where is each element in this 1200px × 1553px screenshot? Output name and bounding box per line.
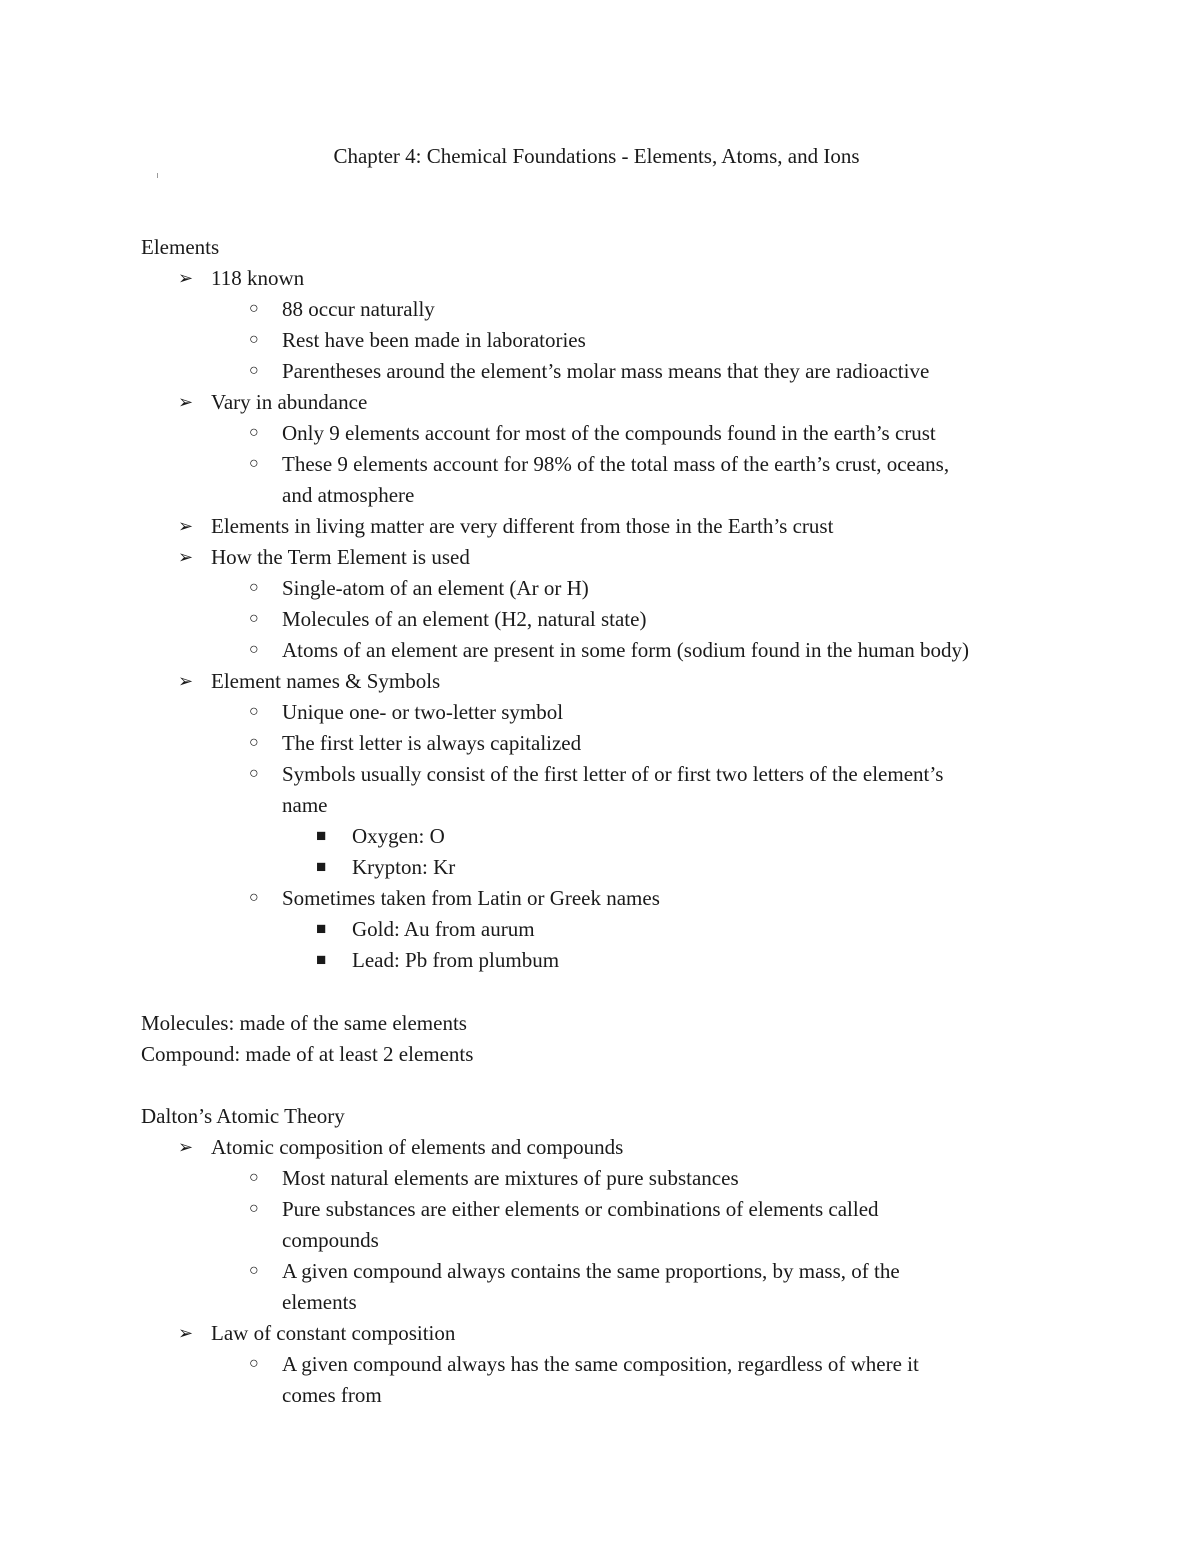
circle-bullet-icon: ○ xyxy=(249,424,259,441)
list-item-level-2: name xyxy=(282,793,328,817)
list-item-level-2: elements xyxy=(282,1290,357,1314)
circle-bullet-icon: ○ xyxy=(249,889,259,906)
list-item-level-3: Gold: Au from aurum xyxy=(352,917,535,941)
circle-bullet-icon: ○ xyxy=(249,765,259,782)
list-item-level-1: How the Term Element is used xyxy=(211,545,470,569)
arrow-bullet-icon: ➢ xyxy=(178,268,194,288)
square-bullet-icon: ■ xyxy=(316,857,327,876)
list-item-level-2: compounds xyxy=(282,1228,379,1252)
circle-bullet-icon: ○ xyxy=(249,362,259,379)
circle-bullet-icon: ○ xyxy=(249,455,259,472)
section-heading: Compound: made of at least 2 elements xyxy=(141,1042,474,1066)
circle-bullet-icon: ○ xyxy=(249,1169,259,1186)
header-tick-mark xyxy=(157,173,158,178)
list-item-level-2: Sometimes taken from Latin or Greek names xyxy=(282,886,660,910)
list-item-level-2: Rest have been made in laboratories xyxy=(282,328,586,352)
list-item-level-3: Oxygen: O xyxy=(352,824,445,848)
list-item-level-1: 118 known xyxy=(211,266,305,290)
list-item-level-2: and atmosphere xyxy=(282,483,415,507)
arrow-bullet-icon: ➢ xyxy=(178,516,194,536)
circle-bullet-icon: ○ xyxy=(249,1355,259,1372)
list-item-level-2: Unique one- or two-letter symbol xyxy=(282,700,564,724)
list-item-level-1: Element names & Symbols xyxy=(211,669,441,693)
circle-bullet-icon: ○ xyxy=(249,641,259,658)
list-item-level-1: Elements in living matter are very different from those in the Earth’s crust xyxy=(211,514,834,538)
list-item-level-2: Atoms of an element are present in some form (sodium found in the human body) xyxy=(282,638,970,662)
list-item-level-2: Pure substances are either elements or combinations of elements called xyxy=(282,1197,879,1221)
list-item-level-2: Single-atom of an element (Ar or H) xyxy=(282,576,589,600)
page-title: Chapter 4: Chemical Foundations - Elements, Atoms, and Ions xyxy=(333,144,860,168)
circle-bullet-icon: ○ xyxy=(249,300,259,317)
section-heading: Molecules: made of the same elements xyxy=(141,1011,467,1035)
arrow-bullet-icon: ➢ xyxy=(178,392,194,412)
arrow-bullet-icon: ➢ xyxy=(178,547,194,567)
list-item-level-3: Lead: Pb from plumbum xyxy=(352,948,560,972)
circle-bullet-icon: ○ xyxy=(249,703,259,720)
circle-bullet-icon: ○ xyxy=(249,1262,259,1279)
list-item-level-2: Only 9 elements account for most of the compounds found in the earth’s crust xyxy=(282,421,936,445)
list-item-level-2: Most natural elements are mixtures of pure substances xyxy=(282,1166,739,1190)
list-item-level-2: Symbols usually consist of the first letter of or first two letters of the element’s xyxy=(282,762,944,786)
list-item-level-2: comes from xyxy=(282,1383,382,1407)
list-item-level-2: A given compound always has the same composition, regardless of where it xyxy=(282,1352,919,1376)
circle-bullet-icon: ○ xyxy=(249,610,259,627)
list-item-level-2: 88 occur naturally xyxy=(282,297,435,321)
list-item-level-2: A given compound always contains the same proportions, by mass, of the xyxy=(282,1259,900,1283)
square-bullet-icon: ■ xyxy=(316,826,327,845)
list-item-level-1: Vary in abundance xyxy=(211,390,368,414)
list-item-level-2: These 9 elements account for 98% of the total mass of the earth’s crust, oceans, xyxy=(282,452,950,476)
arrow-bullet-icon: ➢ xyxy=(178,671,194,691)
square-bullet-icon: ■ xyxy=(316,950,327,969)
list-item-level-2: Parentheses around the element’s molar mass means that they are radioactive xyxy=(282,359,930,383)
square-bullet-icon: ■ xyxy=(316,919,327,938)
circle-bullet-icon: ○ xyxy=(249,734,259,751)
circle-bullet-icon: ○ xyxy=(249,331,259,348)
list-item-level-2: The first letter is always capitalized xyxy=(282,731,582,755)
circle-bullet-icon: ○ xyxy=(249,1200,259,1217)
section-heading: Dalton’s Atomic Theory xyxy=(141,1104,345,1128)
list-item-level-1: Law of constant composition xyxy=(211,1321,456,1345)
list-item-level-2: Molecules of an element (H2, natural state) xyxy=(282,607,647,631)
section-heading: Elements xyxy=(141,235,220,259)
arrow-bullet-icon: ➢ xyxy=(178,1137,194,1157)
list-item-level-1: Atomic composition of elements and compounds xyxy=(211,1135,624,1159)
list-item-level-3: Krypton: Kr xyxy=(352,855,456,879)
circle-bullet-icon: ○ xyxy=(249,579,259,596)
arrow-bullet-icon: ➢ xyxy=(178,1323,194,1343)
